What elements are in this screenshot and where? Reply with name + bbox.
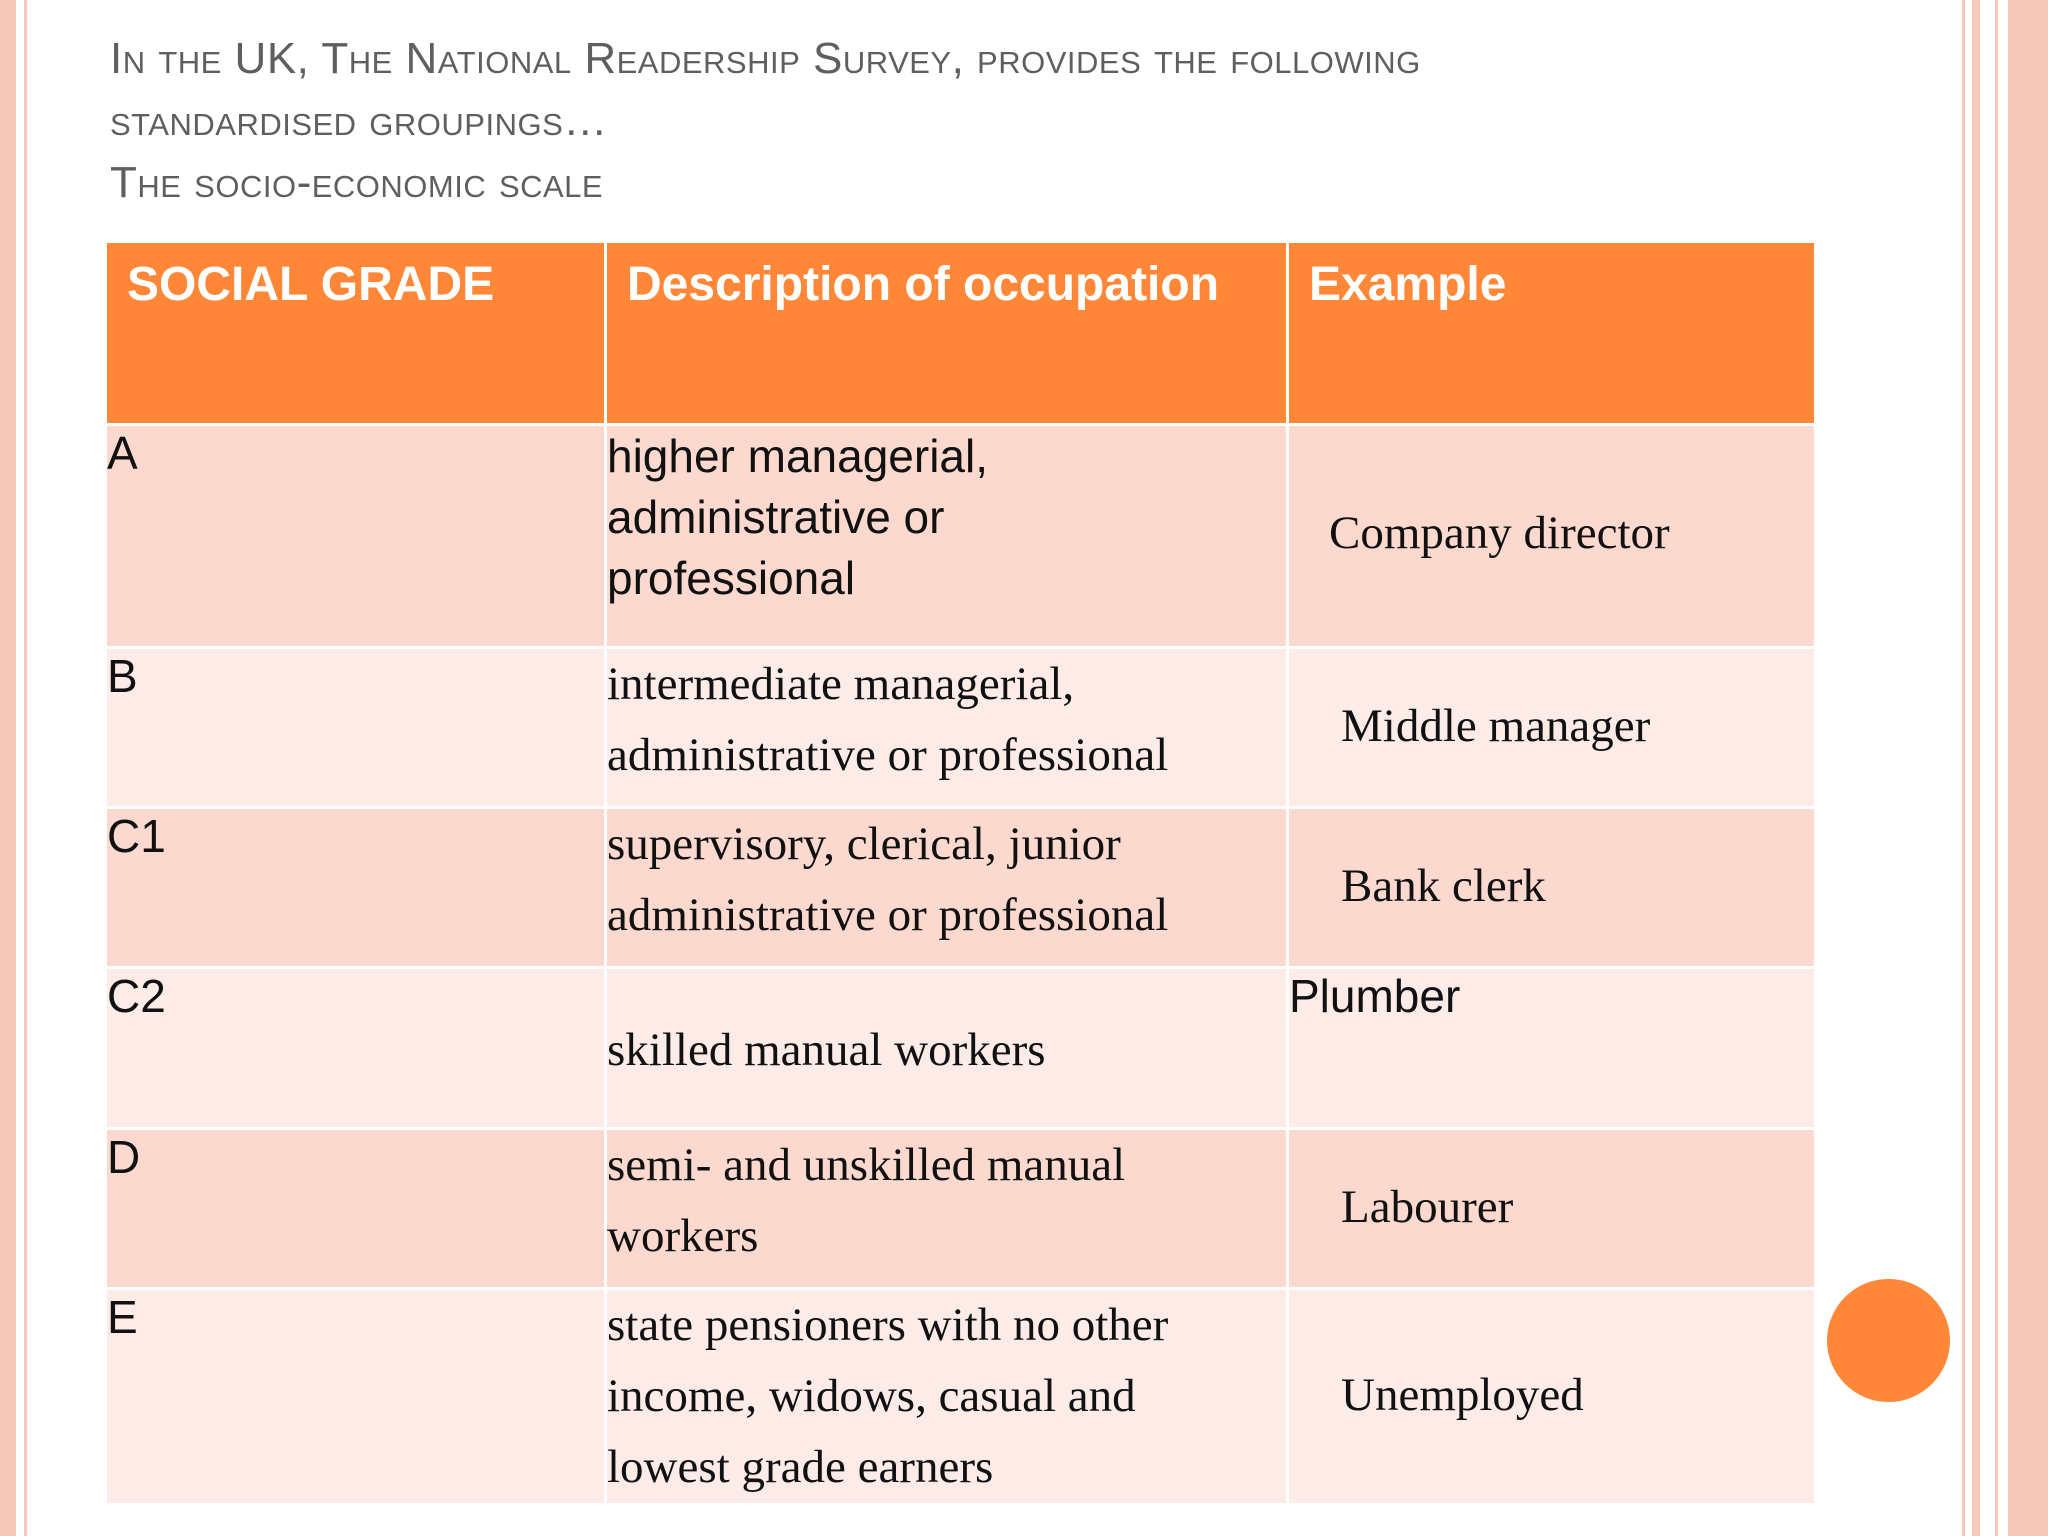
table-row [106, 648, 1816, 808]
example-text: Middle manager [1341, 700, 1651, 752]
slide-title-line-3: The socio-economic scale [110, 158, 604, 207]
table-row [106, 1289, 1816, 1505]
example-text: Unemployed [1341, 1369, 1584, 1421]
header-example: Example [1288, 242, 1816, 425]
grade-cell: C1 [106, 808, 606, 968]
table-header-row [106, 242, 1816, 425]
slide-title-line-2: standardised groupings… [110, 96, 608, 145]
grade-cell: E [106, 1289, 606, 1505]
table-row [106, 808, 1816, 968]
example-cell: Plumber [1288, 968, 1816, 1129]
example-text: Company director [1329, 507, 1670, 559]
table-row [106, 425, 1816, 648]
grade-cell: A [106, 425, 606, 648]
description-cell: state pensioners with no other income, widows, casual and lowest grade earners [606, 1289, 1288, 1505]
grade-cell: D [106, 1129, 606, 1289]
description-cell: supervisory, clerical, junior administrative or professional [606, 808, 1288, 968]
social-grade-table [104, 240, 1817, 1506]
decorative-border-line [0, 0, 16, 1536]
example-text: Labourer [1341, 1181, 1514, 1233]
example-cell [1288, 425, 1816, 648]
decorative-border-line [1995, 0, 1998, 1536]
decorative-border-line [1972, 0, 1980, 1536]
grade-cell: C2 [106, 968, 606, 1129]
table-row [106, 968, 1816, 1129]
description-cell: semi- and unskilled manual workers [606, 1129, 1288, 1289]
decorative-border-line [2008, 0, 2048, 1536]
description-cell: skilled manual workers [606, 968, 1288, 1129]
example-cell [1288, 648, 1816, 808]
slide-title-line-1: In the UK, The National Readership Survey, provides the following [110, 34, 1421, 83]
decorative-border-line [1962, 0, 1965, 1536]
grade-cell: B [106, 648, 606, 808]
example-cell [1288, 808, 1816, 968]
table-row [106, 1129, 1816, 1289]
header-description: Description of occupation [606, 242, 1288, 425]
header-social-grade: SOCIAL GRADE [106, 242, 606, 425]
description-cell: intermediate managerial, administrative or professional [606, 648, 1288, 808]
example-cell [1288, 1129, 1816, 1289]
slide-title [110, 28, 1870, 214]
decorative-border-line [24, 0, 27, 1536]
example-cell [1288, 1289, 1816, 1505]
example-text: Bank clerk [1341, 860, 1546, 912]
orange-circle-decoration [1827, 1279, 1950, 1402]
description-cell: higher managerial, administrative or professional [606, 425, 1288, 648]
